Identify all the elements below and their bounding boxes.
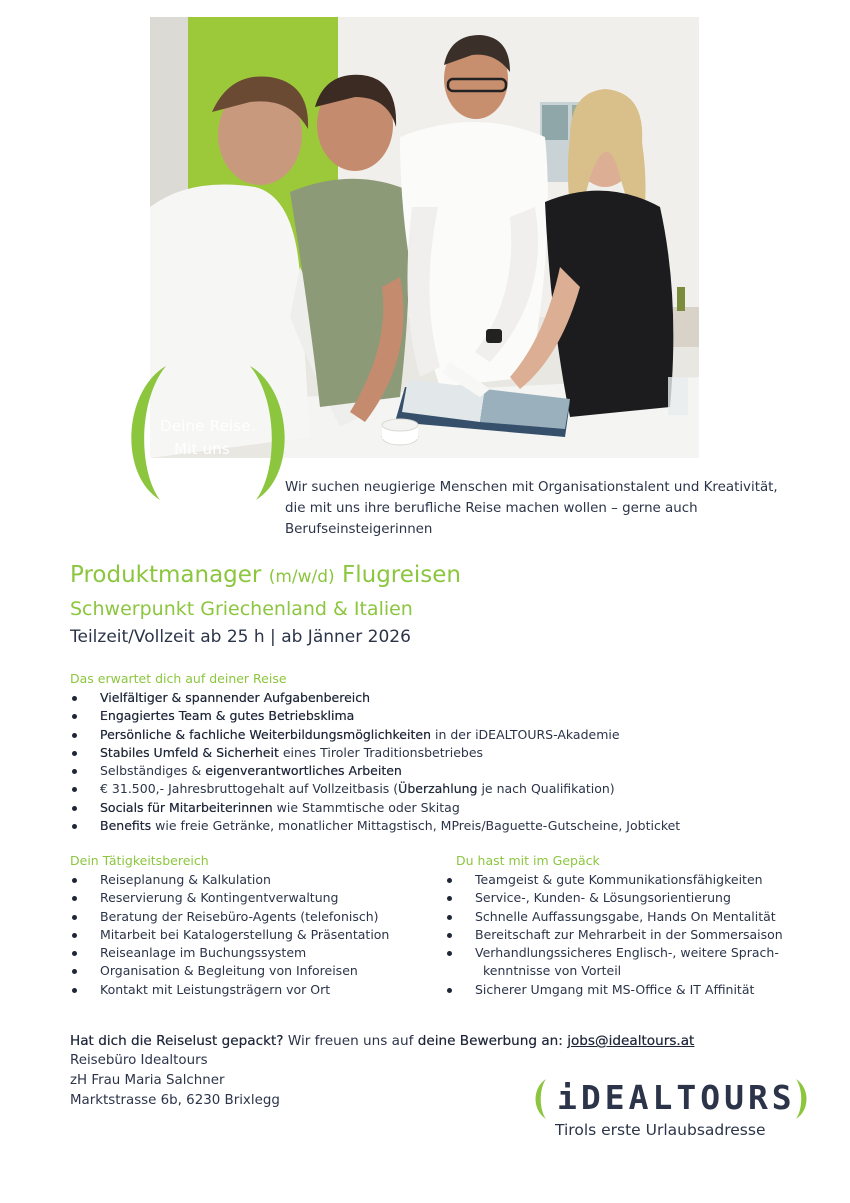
apply-middle: Wir freuen uns auf [283,1033,418,1049]
list-item: Beratung der Reisebüro-Agents (telefonisch) [70,908,389,926]
job-title-main: Produktmanager [70,562,262,588]
expect-list [70,689,680,835]
list-item: Sicherer Umgang mit MS-Office & IT Affinität [445,981,783,999]
list-item [70,817,680,835]
list-item-pre: € 31.500,- Jahresbruttogehalt auf Vollzeitbasis ( [100,781,399,797]
list-item: Teamgeist & gute Kommunikationsfähigkeiten [445,871,783,889]
list-item: Kontakt mit Leistungsträgern vor Ort [70,981,389,999]
skills-list [445,871,783,999]
logo-tagline: Tirols erste Urlaubsadresse [555,1121,766,1139]
list-item: Mitarbeit bei Katalogerstellung & Präsentation [70,926,389,944]
list-item-emphasis: Persönliche & fachliche Weiterbildungsmöglichkeiten [100,726,431,742]
tasks-heading: Dein Tätigkeitsbereich [70,853,209,868]
list-item-emphasis: Engagiertes Team & gutes Betriebsklima [100,708,355,724]
address-person: zH Frau Maria Salchner [70,1073,225,1088]
list-item-emphasis: Überzahlung [398,781,478,797]
list-item-emphasis: Vielfältiger & spannender Aufgabenbereich [100,690,371,705]
skills-heading: Du hast mit im Gepäck [456,853,600,868]
email-link[interactable]: jobs@idealtours.at [567,1033,695,1049]
job-subtitle: Schwerpunkt Griechenland & Italien [70,598,413,620]
job-worktime: Teilzeit/Vollzeit ab 25 h | ab Jänner 2026 [70,627,411,647]
list-item-rest: eines Tiroler Traditionsbetriebes [278,744,484,760]
list-item [70,780,680,798]
slogan-line-2: Mit uns [174,440,230,458]
list-item: Reiseplanung & Kalkulation [70,871,389,889]
list-item-emphasis: Stabiles Umfeld & Sicherheit [100,744,279,760]
expect-heading-a: Das erwartet dich [70,671,182,686]
job-title-end: Flugreisen [342,562,461,588]
job-title [70,562,461,588]
list-item: Schnelle Auffassungsgabe, Hands On Mentalität [445,908,783,926]
address-company: Reisebüro Idealtours [70,1053,208,1068]
list-item [70,762,680,780]
list-item [70,707,680,725]
list-item-rest: wie Stammtische oder Skitag [272,799,460,815]
list-item-rest: wie freie Getränke, monatlicher Mittagstisch, MPreis/Baguette-Gutscheine, Jobticket [151,818,681,834]
expect-heading [70,671,287,686]
list-item: Verhandlungssicheres Englisch-, weitere Sprach- [445,944,783,962]
list-item-emphasis: Socials für Mitarbeiterinnen [100,799,273,815]
apply-line [70,1033,694,1049]
list-item [70,799,680,817]
list-item: Reservierung & Kontingentverwaltung [70,889,389,907]
list-item-emphasis: eigenverantwortliches Arbeiten [205,763,402,779]
slogan-line-1: Deine Reise. [160,417,256,435]
tasks-list [70,871,389,999]
list-item-continuation: kenntnisse von Vorteil [483,963,622,979]
list-item-pre: Selbständiges & [100,763,206,779]
list-item: Bereitschaft zur Mehrarbeit in der Sommersaison [445,926,783,944]
list-item [70,689,680,707]
address-street: Marktstrasse 6b, 6230 Brixlegg [70,1093,280,1108]
list-item-rest: in der iDEALTOURS-Akademie [431,726,620,742]
list-item [70,744,680,762]
list-item-rest: je nach Qualifikation) [477,781,615,797]
list-item: Reiseanlage im Buchungssystem [70,944,389,962]
list-item-emphasis: Benefits [100,818,152,834]
list-item [70,726,680,744]
intro-text: Wir suchen neugierige Menschen mit Organisationstalent und Kreativität, die mit uns ihre berufliche Reise machen wollen – gerne auch Berufseinsteigerinnen [285,480,778,537]
expect-heading-b: auf deiner Reise [181,671,287,686]
list-item: Service-, Kunden- & Lösungsorientierung [445,889,783,907]
logo-wordmark: iDEALTOURS [557,1078,796,1117]
idealtours-logo [530,1076,820,1146]
job-title-gender: (m/w/d) [268,567,335,587]
apply-lead: Hat dich die Reiselust gepackt? [70,1033,284,1049]
apply-strong: deine Bewerbung an: [417,1033,568,1049]
list-item: Organisation & Begleitung von Inforeisen [70,962,389,980]
